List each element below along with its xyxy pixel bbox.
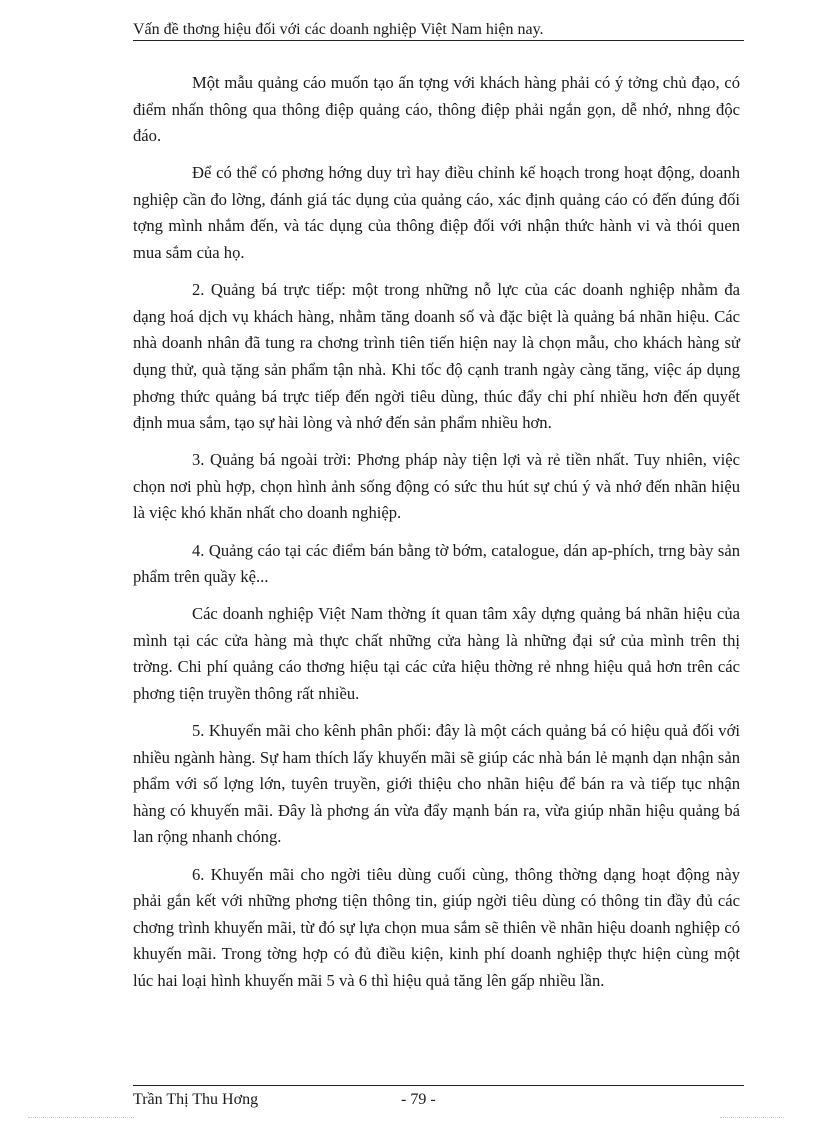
running-header [133,20,744,41]
footer-dotted-rule-right [720,1117,784,1118]
paragraph-store-branding: Các doanh nghiệp Việt Nam thờng ít quan tâm xây dựng quảng bá nhãn hiệu của mình tại các cửa hàng mà thực chất những cửa hàng là những đại sứ của mình trên thị trờng. Chi phí quảng cáo thơng hiệu tại các cửa hiệu thờng rẻ nhng hiệu quả hơn trên các phơng tiện truyền thông rất nhiều. [133,604,740,703]
header-title: Vấn đề thơng hiệu đối với các doanh nghiệp Việt Nam hiện nay. [133,21,544,38]
footer-dotted-rule-left [28,1117,134,1118]
paragraph-direct-promotion: 2. Quảng bá trực tiếp: một trong những nỗ lực của các doanh nghiệp nhằm đa dạng hoá dịch vụ khách hàng, nhằm tăng doanh số và đặc biệt là quảng bá nhãn hiệu. Các nhà doanh nhân đã tung ra chơng trình tiên tiến hiện nay là chọn mẫu, cho khách hàng sử dụng thử, quà tặng sản phẩm tận nhà. Khi tốc độ cạnh tranh ngày càng tăng, việc áp dụng phơng thức quảng bá trực tiếp đến ngời tiêu dùng, thúc đẩy chi phí nhiều hơn đến quyết định mua sắm, tạo sự hài lòng và nhớ đến sản phẩm nhiều hơn. [133,280,740,433]
page-number: - 79 - [401,1091,436,1108]
paragraph-ad-message: Một mẫu quảng cáo muốn tạo ấn tợng với khách hàng phải có ý tởng chủ đạo, có điểm nhấn thông qua thông điệp quảng cáo, thông điệp phải ngắn gọn, dễ nhớ, nhng độc đáo. [133,73,740,146]
footer-author: Trần Thị Thu Hơng [133,1091,259,1108]
document-body [133,70,740,1005]
paragraph-channel-promotion: 5. Khuyến mãi cho kênh phân phối: đây là một cách quảng bá có hiệu quả đối với nhiều ngành hàng. Sự ham thích lấy khuyến mãi sẽ giúp các nhà bán lẻ mạnh dạn nhận sản phẩm với số lợng lớn, tuyên truyền, giới thiệu cho nhãn hiệu để bán ra và tiếp tục nhận hàng có khuyến mãi. Đây là phơng án vừa đẩy mạnh bán ra, vừa giúp nhãn hiệu quảng bá lan rộng nhanh chóng. [133,721,740,847]
paragraph-outdoor-promotion: 3. Quảng bá ngoài trời: Phơng pháp này tiện lợi và rẻ tiền nhất. Tuy nhiên, việc chọn nơi phù hợp, chọn hình ảnh sống động có sức thu hút sự chú ý và nhớ đến nhãn hiệu là việc khó khăn nhất cho doanh nghiệp. [133,450,740,523]
running-footer [133,1085,744,1114]
paragraph-ad-measurement: Để có thể có phơng hớng duy trì hay điều chỉnh kế hoạch trong hoạt động, doanh nghiệp cần đo lờng, đánh giá tác dụng của quảng cáo, xác định quảng cáo có đến đúng đối tợng mình nhắm đến, và tác dụng của thông điệp đối với nhận thức hành vi và thói quen mua sắm của họ. [133,163,740,263]
paragraph-point-of-sale: 4. Quảng cáo tại các điểm bán bằng tờ bớm, catalogue, dán ap-phích, trng bày sản phẩm trên quầy kệ... [133,540,740,587]
paragraph-consumer-promotion: 6. Khuyến mãi cho ngời tiêu dùng cuối cùng, thông thờng dạng hoạt động này phải gắn kết với những phơng tiện thông tin, giúp ngời tiêu dùng có thông tin đầy đủ các chơng trình khuyến mãi, từ đó sự lựa chọn mua sắm sẽ thiên về nhãn hiệu doanh nghiệp có khuyến mãi. Trong tờng hợp có đủ điều kiện, kinh phí doanh nghiệp thực hiện cùng một lúc hai loại hình khuyến mãi 5 và 6 thì hiệu quả tăng lên gấp nhiều lần. [133,864,740,990]
